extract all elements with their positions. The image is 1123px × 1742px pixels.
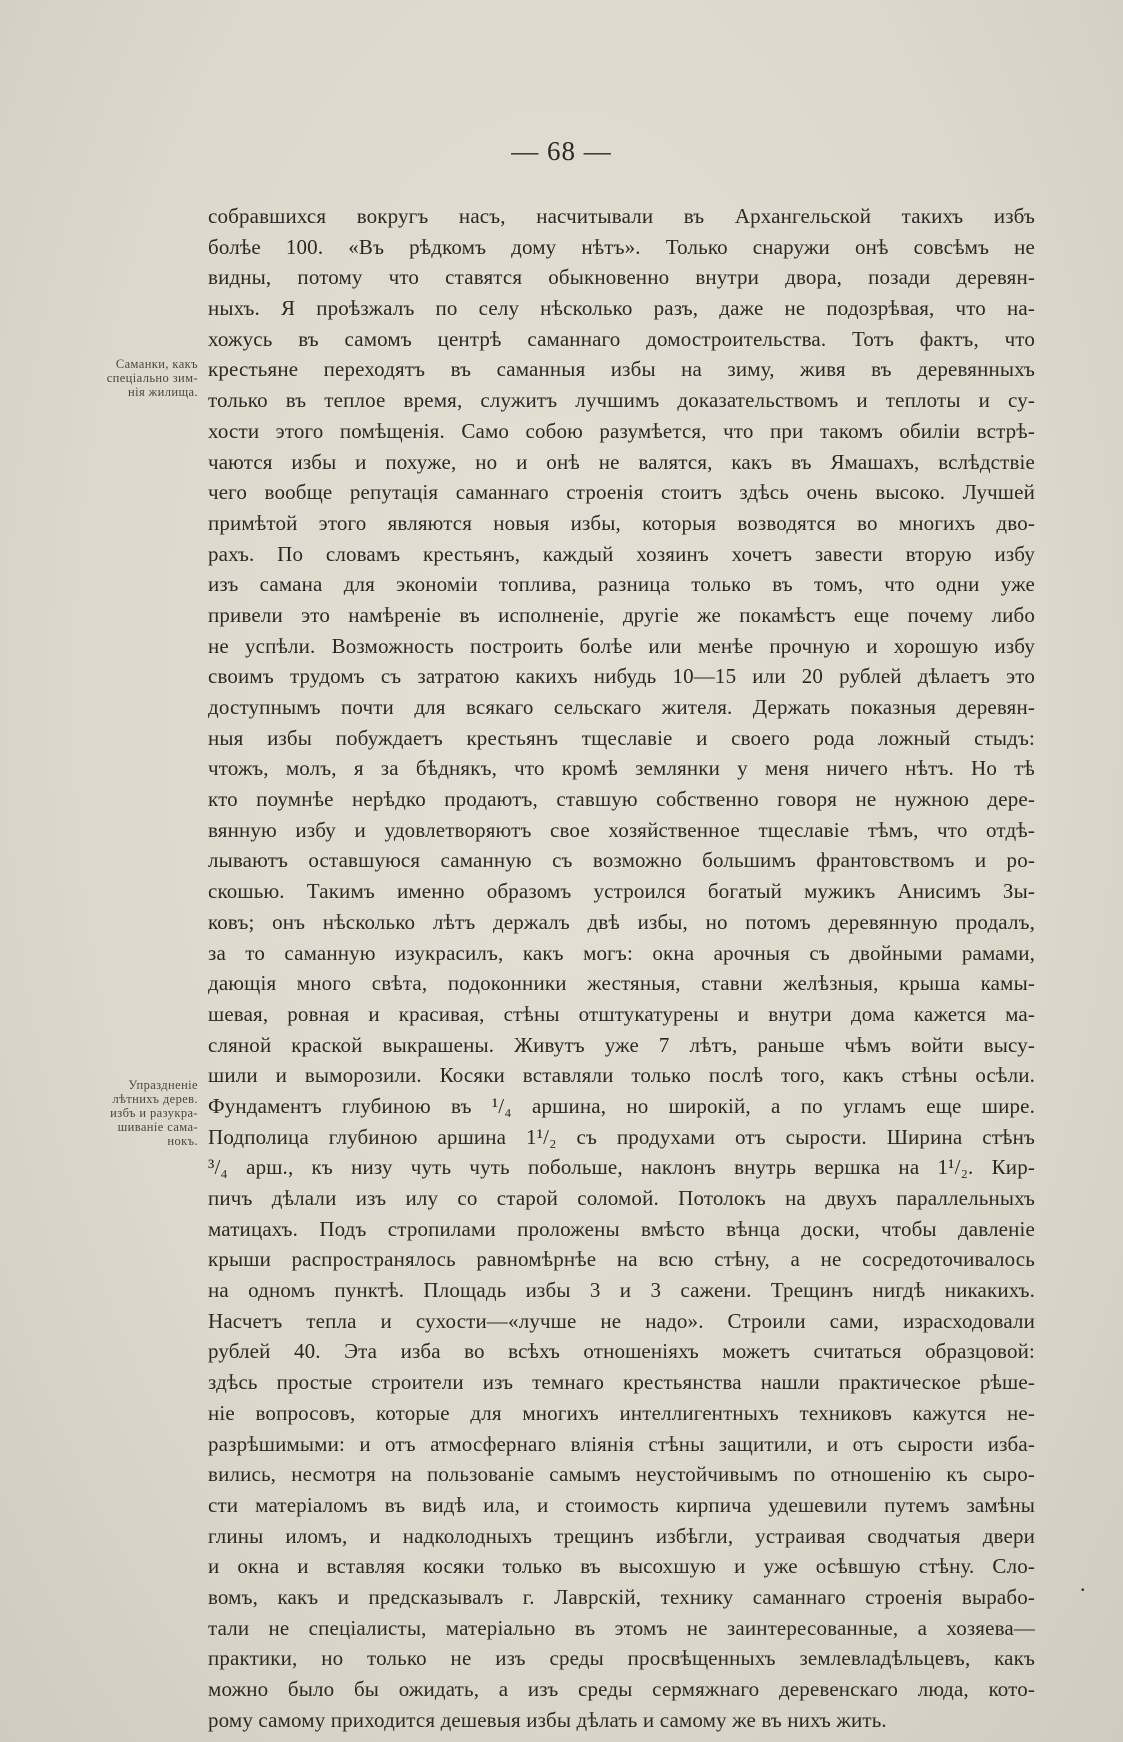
text-line: и окна и вставляя косяки только въ высохшую и уже осѣвшую стѣну. Сло-	[208, 1554, 1035, 1579]
text-line: примѣтой этого являются новыя избы, которыя возводятся во многихъ дво-	[208, 510, 1035, 535]
text-line: только въ теплое время, служитъ лучшимъ доказательствомъ и теплоты и су-	[208, 388, 1035, 413]
margin-note-uprazdnenie	[62, 1078, 198, 1148]
text-line: болѣе 100. «Въ рѣдкомъ дому нѣтъ». Только снаружи онѣ совсѣмъ не	[208, 234, 1035, 259]
text-line: практики, но только не изъ среды просвѣщенныхъ землевладѣльцевъ, какъ	[208, 1646, 1035, 1671]
text-line: собравшихся вокругъ насъ, насчитывали въ Архангельской такихъ избъ	[208, 204, 1035, 228]
margin-note-line: Упраздненіе	[128, 1078, 198, 1092]
text-line: тали не спеціалисты, матеріально въ этомъ не заинтересованные, а хозяева—	[208, 1615, 1035, 1640]
text-line: на одномъ пунктѣ. Площадь избы 3 и 3 сажени. Трещинъ нигдѣ никакихъ.	[208, 1278, 1035, 1303]
text-line: вянную избу и удовлетворяютъ свое хозяйственное тщеславіе тѣмъ, что отдѣ-	[208, 817, 1035, 842]
stray-mark: .	[1080, 1571, 1086, 1596]
text-line: вомъ, какъ и предсказывалъ г. Лаврскій, технику саманнаго строенія вырабо-	[208, 1584, 1035, 1609]
text-line: чего вообще репутація саманнаго строенія стоитъ здѣсь очень высоко. Лучшей	[208, 480, 1035, 505]
text-line: лываютъ оставшуюся саманную съ возможно большимъ франтовствомъ и ро-	[208, 848, 1035, 873]
text-line: рому самому приходится дешевыя избы дѣлать и самому же въ нихъ жить.	[208, 1707, 887, 1732]
text-line: дающія много свѣта, подоконники жестяныя, ставни желѣзныя, крыша камы-	[208, 971, 1035, 996]
text-line: привели это намѣреніе въ исполненіе, другіе же покамѣстъ еще почему либо	[208, 602, 1035, 627]
text-line: чаются избы и похуже, но и онѣ не валятся, какъ въ Ямашахъ, вслѣдствіе	[208, 449, 1035, 474]
text-line: рублей 40. Эта изба во всѣхъ отношеніяхъ можетъ считаться образцовой:	[208, 1339, 1035, 1364]
margin-note-line: нокъ.	[167, 1134, 198, 1148]
text-line: сти матеріаломъ въ видѣ ила, и стоимость кирпича удешевили путемъ замѣны	[208, 1492, 1035, 1517]
text-line: ковъ; онъ нѣсколько лѣтъ держалъ двѣ избы, но потомъ деревянную продалъ,	[208, 909, 1035, 934]
text-line: вились, несмотря на пользованіе самымъ неустойчивымъ по отношенію къ сыро-	[208, 1462, 1035, 1487]
text-line: изъ самана для экономіи топлива, разница только въ томъ, что одни уже	[208, 572, 1035, 597]
text-line: Насчетъ тепла и сухости—«лучше не надо». Строили сами, израсходовали	[208, 1308, 1035, 1333]
margin-note-line: спеціально зим-	[106, 371, 198, 385]
text-line: шевая, ровная и красивая, стѣны отштукатурены и внутри дома кажется ма-	[208, 1001, 1035, 1026]
margin-note-samanki	[62, 357, 198, 399]
text-line: крыши распространялось равномѣрнѣе на всю стѣну, а не сосредоточивалось	[208, 1247, 1035, 1272]
margin-note-line: нія жилища.	[128, 385, 198, 399]
page-number: — 68 —	[511, 136, 612, 166]
margin-note-line: Саманки, какъ	[115, 357, 198, 371]
margin-note-line: шиваніе сама-	[117, 1120, 198, 1134]
text-line: скошью. Такимъ именно образомъ устроился богатый мужикъ Анисимъ Зы-	[208, 879, 1035, 904]
text-line: шили и выморозили. Косяки вставляли только послѣ того, какъ стѣны осѣли.	[208, 1063, 1035, 1088]
margin-note-line: избъ и разукра-	[110, 1106, 198, 1120]
text-line: Подполица глубиною аршина 1¹/₂ съ продухами отъ сырости. Ширина стѣнъ	[208, 1124, 1035, 1149]
text-line: за то саманную изукрасилъ, какъ могъ: окна арочныя съ двойными рамами,	[208, 940, 1035, 965]
margin-note-line: лѣтнихъ дерев.	[112, 1092, 198, 1106]
text-line: глины иломъ, и надколодныхъ трещинъ избѣгли, устраивая сводчатыя двери	[208, 1523, 1035, 1548]
text-line: ніе вопросовъ, которые для многихъ интеллигентныхъ техниковъ кажутся не-	[208, 1400, 1035, 1425]
text-line: своимъ трудомъ съ затратою какихъ нибудь 10—15 или 20 рублей дѣлаетъ это	[208, 664, 1035, 689]
text-line: хожусь въ самомъ центрѣ саманнаго домостроительства. Тотъ фактъ, что	[208, 326, 1035, 351]
text-line: здѣсь простые строители изъ темнаго крестьянства нашли практическое рѣше-	[208, 1370, 1035, 1395]
text-line: можно было бы ожидать, а изъ среды сермяжнаго деревенскаго люда, кото-	[208, 1677, 1035, 1701]
text-line: не успѣли. Возможность построить болѣе или менѣе прочную и хорошую избу	[208, 633, 1035, 658]
text-line: рахъ. По словамъ крестьянъ, каждый хозяинъ хочетъ завести вторую избу	[208, 541, 1035, 566]
text-line: сляной краской выкрашены. Живутъ уже 7 лѣтъ, раньше чѣмъ войти высу-	[208, 1032, 1035, 1057]
text-line: видны, потому что ставятся обыкновенно внутри двора, позади деревян-	[208, 265, 1035, 290]
body-text	[208, 201, 1035, 1735]
text-line: пичъ дѣлали изъ илу со старой соломой. Потолокъ на двухъ параллельныхъ	[208, 1186, 1035, 1210]
text-line: матицахъ. Подъ стропилами проложены вмѣсто вѣнца доски, чтобы давленіе	[208, 1216, 1035, 1241]
text-line: кто поумнѣе нерѣдко продаютъ, ставшую собственно говоря не нужною дере-	[208, 787, 1035, 812]
text-line: разрѣшимыми: и отъ атмосфернаго вліянія стѣны защитили, и отъ сырости изба-	[208, 1431, 1035, 1456]
text-line: хости этого помѣщенія. Само собою разумѣется, что при такомъ обиліи встрѣ-	[208, 418, 1035, 443]
text-line: Фундаментъ глубиною въ ¹/₄ аршина, но широкій, а по угламъ еще шире.	[208, 1093, 1035, 1118]
text-line: чтожъ, молъ, я за бѣднякъ, что кромѣ землянки у меня ничего нѣтъ. Но тѣ	[208, 756, 1035, 781]
text-line: ³/₄ арш., къ низу чуть чуть побольше, наклонъ внутрь вершка на 1¹/₂. Кир-	[208, 1155, 1035, 1180]
text-line: доступнымъ почти для всякаго сельскаго жителя. Держать показныя деревян-	[208, 695, 1035, 719]
text-line: крестьяне переходятъ въ саманныя избы на зиму, живя въ деревянныхъ	[208, 357, 1035, 382]
text-line: ныхъ. Я проѣзжалъ по селу нѣсколько разъ, даже не подозрѣвая, что на-	[208, 296, 1035, 321]
text-line: ныя избы побуждаетъ крестьянъ тщеславіе и своего рода ложный стыдъ:	[208, 725, 1035, 750]
